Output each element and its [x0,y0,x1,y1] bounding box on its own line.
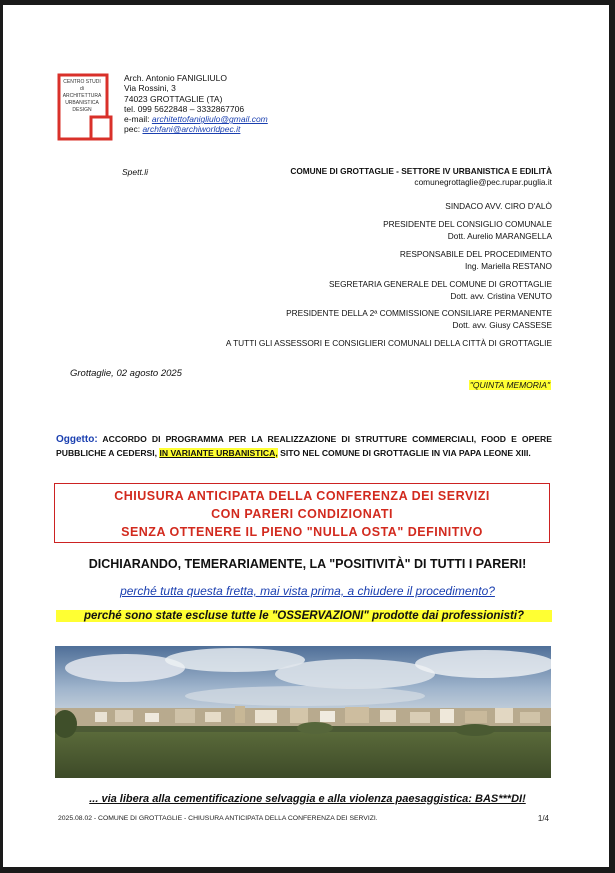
sender-street: Via Rossini, 3 [124,83,176,94]
window-frame-right [609,0,615,873]
recipient-commissione-name: Dott. avv. Giusy CASSESE [452,320,552,330]
alert-line-3: SENZA OTTENERE IL PIENO "NULLA OSTA" DEFINITIVO [121,525,483,539]
email-link[interactable]: architettofanigliulo@gmail.com [151,114,268,125]
alert-line-2: CON PARERI CONDIZIONATI [211,507,393,521]
window-frame-bottom [0,867,615,873]
subject-text-2: SITO NEL COMUNE DI GROTTAGLIE IN VIA PAPA LEONE XIII. [280,447,531,458]
recipient-responsabile: RESPONSABILE DEL PROCEDIMENTO [399,249,552,259]
subject-highlight: IN VARIANTE URBANISTICA, [159,447,278,458]
question-osservazioni: perché sono state escluse tutte le "OSSERVAZIONI" prodotte dai professionisti? [56,610,552,622]
recipient-commissione: PRESIDENTE DELLA 2ª COMMISSIONE CONSILIARE PERMANENTE [286,308,552,318]
closing-statement: ... via libera alla cementificazione selvaggia e alla violenza paesaggistica: BAS***DI! [89,793,526,805]
recipient-assessori: A TUTTI GLI ASSESSORI E CONSIGLIERI COMUNALI DELLA CITTÀ DI GROTTAGLIE [225,338,552,348]
pec-label: pec: [124,124,141,135]
recipient-segretaria-name: Dott. avv. Cristina VENUTO [450,291,552,301]
window-frame-top [0,0,615,5]
subject-text-1: ACCORDO DI PROGRAMMA PER LA REALIZZAZIONE DI STRUTTURE COMMERCIALI, FOOD E OPERE PUBBLICHE A CEDERSI, [56,434,552,458]
recipient-sindaco: SINDACO AVV. CIRO D'ALÒ [445,201,552,211]
recipient-comune-pec[interactable]: comunegrottaglie@pec.rupar.puglia.it [414,177,552,187]
letter-date: Grottaglie, 02 agosto 2025 [70,368,182,379]
question-fretta: perché tutta questa fretta, mai vista prima, a chiudere il procedimento? [120,584,495,598]
recipient-responsabile-name: Ing. Mariella RESTANO [465,261,552,271]
recipient-presidente-cc-name: Dott. Aurelio MARANGELLA [447,231,552,241]
pec-link[interactable]: archfani@archiworldpec.it [142,124,241,135]
page-number: 1/4 [537,814,549,823]
page-footer: 2025.08.02 - COMUNE DI GROTTAGLIE - CHIUSURA ANTICIPATA DELLA CONFERENZA DEI SERVIZI. [58,815,378,822]
recipient-segretaria: SEGRETARIA GENERALE DEL COMUNE DI GROTTAGLIE [329,279,552,289]
sender-tel: tel. 099 5622848 – 3332867706 [124,103,245,114]
salutation: Spett.li [122,167,148,177]
sender-block [124,73,268,135]
window-frame-left [0,0,3,873]
alert-line-1: CHIUSURA ANTICIPATA DELLA CONFERENZA DEI SERVIZI [114,489,490,503]
memoria-badge: "QUINTA MEMORIA" [469,380,550,390]
recipient-comune: COMUNE DI GROTTAGLIE - SETTORE IV URBANISTICA E EDILITÀ [290,166,552,176]
email-label: e-mail: [124,114,150,125]
logo-text: CENTRO STUDI di ARCHITETTURA URBANISTICA DESIGN [62,79,102,113]
subject-paragraph [56,433,552,459]
headline-positivita: DICHIARANDO, TEMERARIAMENTE, LA "POSITIVITÀ" DI TUTTI I PARERI! [88,557,527,571]
sender-city: 74023 GROTTAGLIE (TA) [124,93,223,104]
landscape-photo [55,646,551,778]
sender-name: Arch. Antonio FANIGLIULO [124,73,227,83]
recipient-presidente-cc: PRESIDENTE DEL CONSIGLIO COMUNALE [383,219,552,229]
subject-label: Oggetto: [56,434,98,445]
